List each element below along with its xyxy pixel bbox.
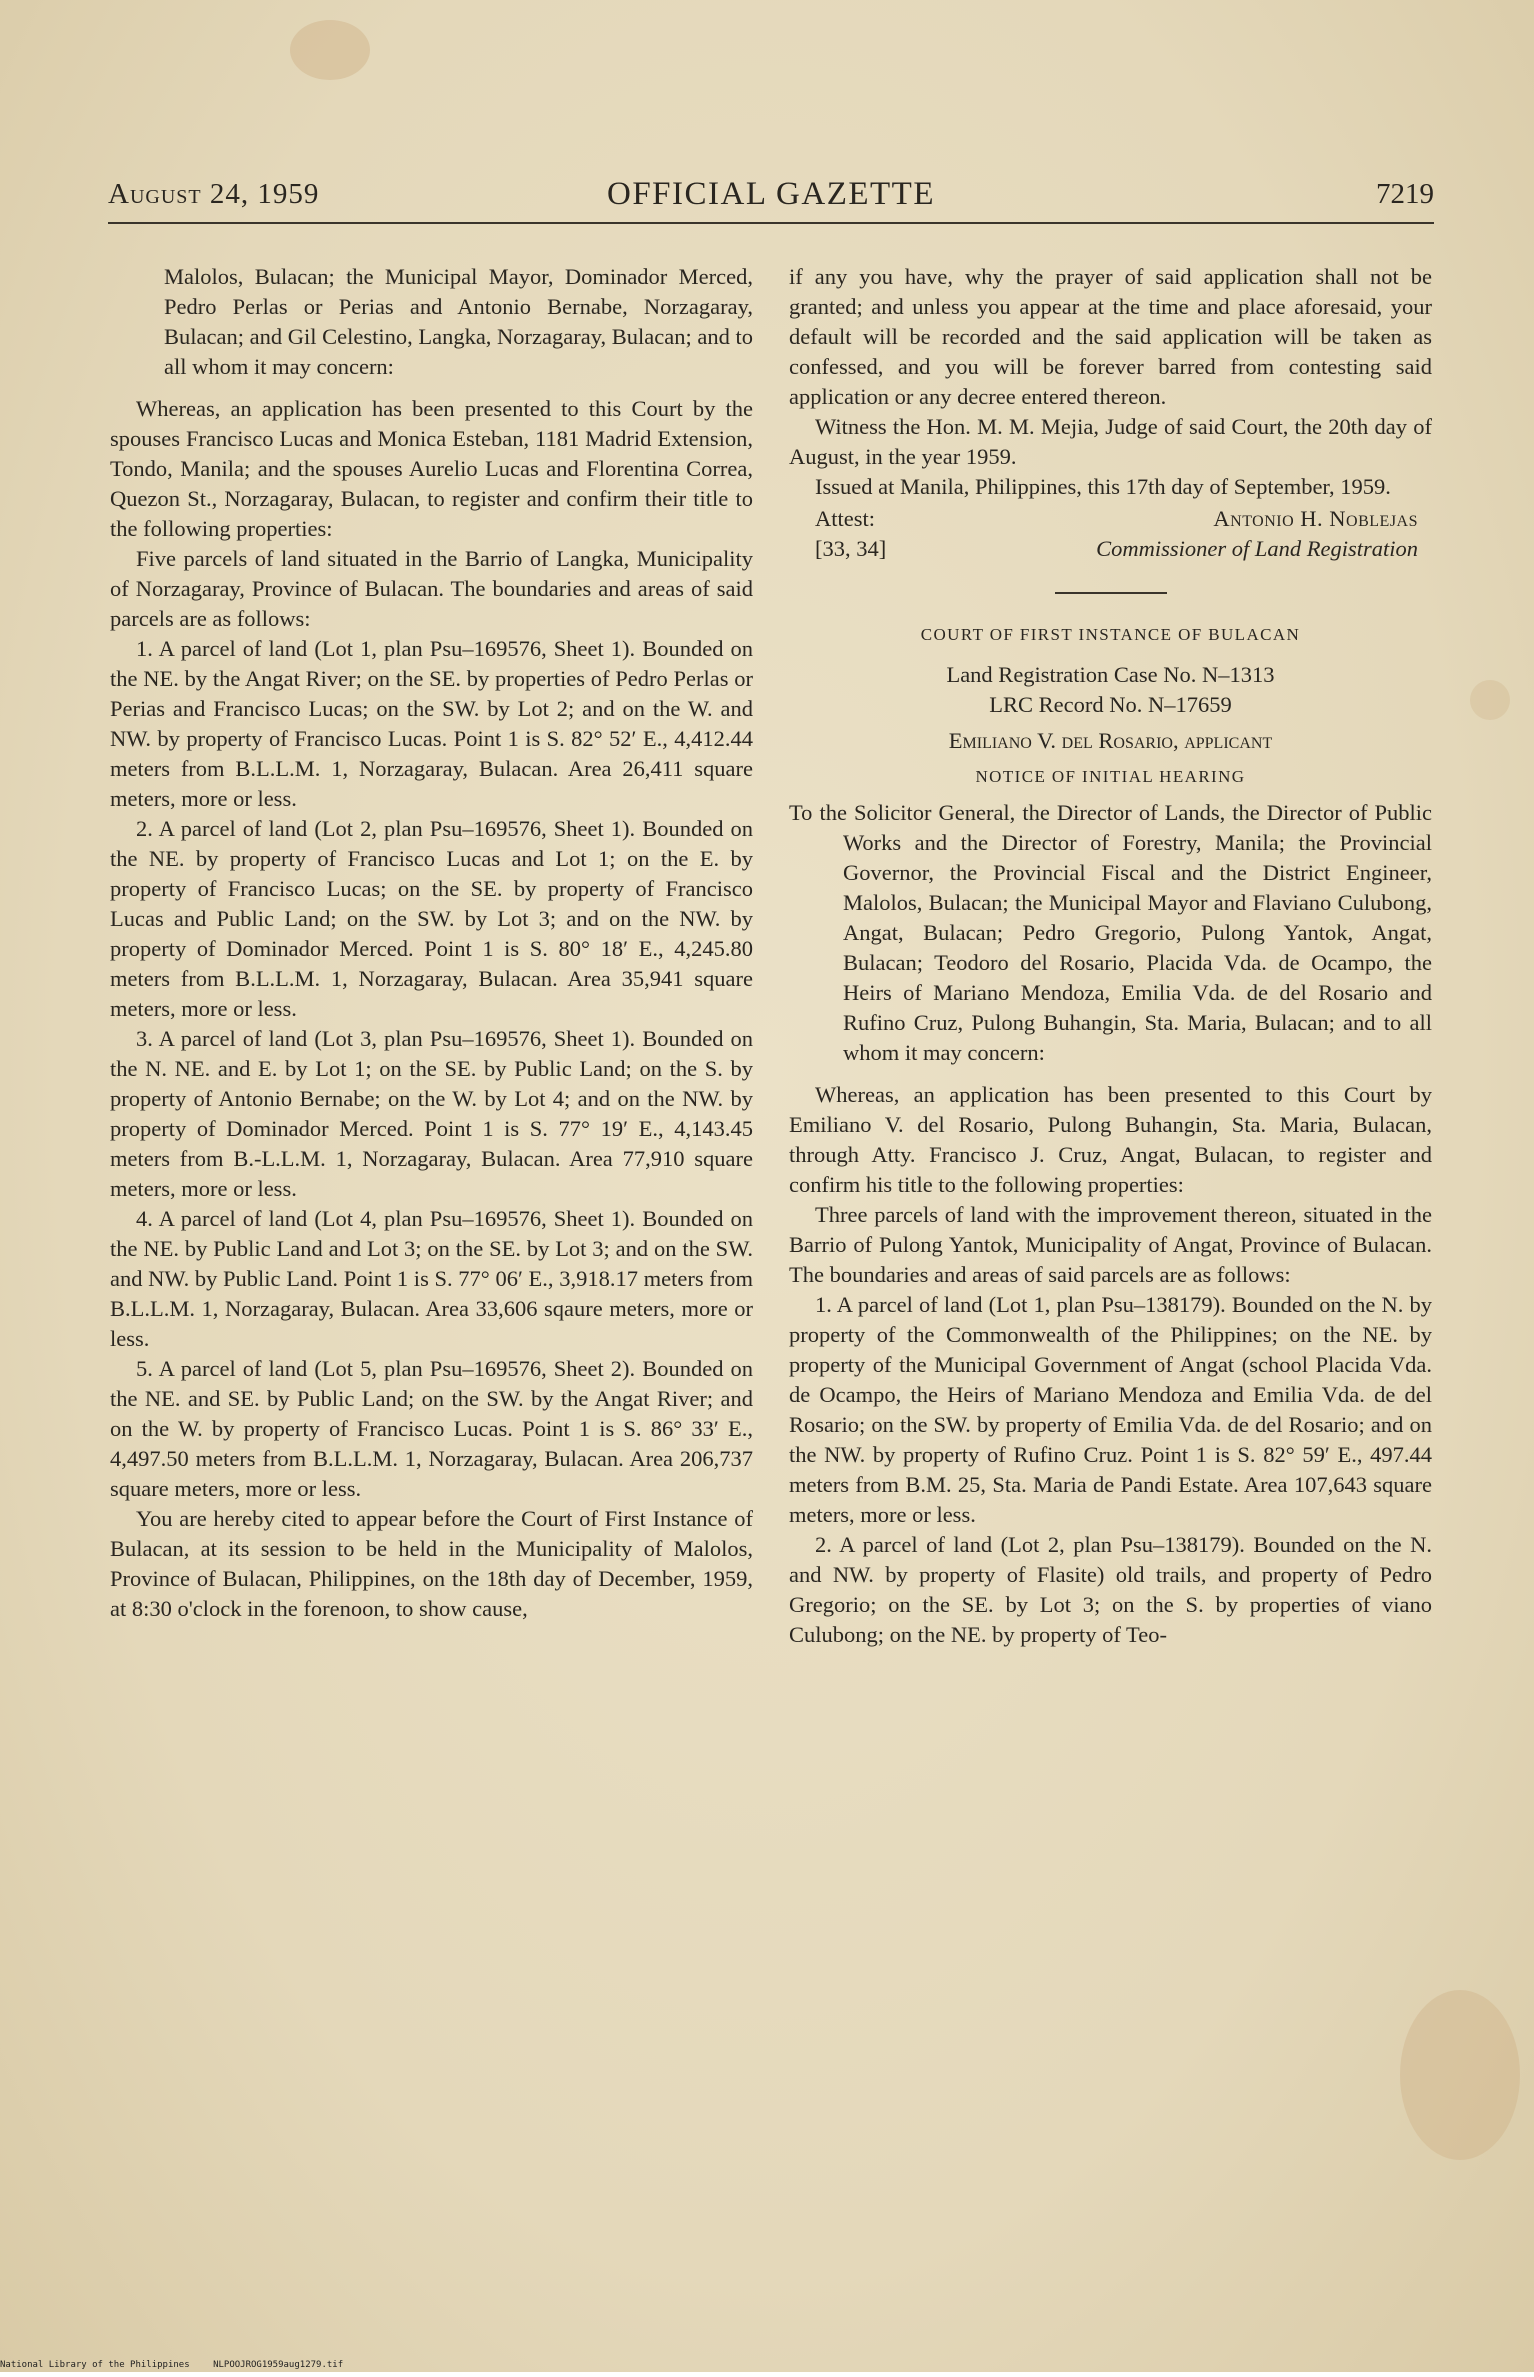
issued-paragraph: Issued at Manila, Philippines, this 17th day of September, 1959. (815, 474, 1391, 499)
page-header (108, 172, 1434, 224)
applicant-line: Emiliano V. del Rosario, applicant (948, 728, 1273, 753)
paper-stain (1470, 680, 1510, 720)
citation-paragraph: You are hereby cited to appear before the Court of First Instance of Bulacan, at its session to be held in the Municipality of Malolos, Province of Bulacan, Philippines, on the 18th day of December, 1959, at 8:30 o'clock in the forenoon, to show cause, (110, 1506, 753, 1621)
attest-label: Attest: (815, 506, 875, 531)
parcel-1: 1. A parcel of land (Lot 1, plan Psu–169576, Sheet 1). Bounded on the NE. by the Angat River; on the SE. by properties of Pedro Perlas or Perias and Francisco Lucas; on the SW. by Lot 2; and on the W. and NW. by property of Francisco Lucas. Point 1 is S. 82° 52′ E., 4,412.44 meters from B.L.L.M. 1, Norzagaray, Bulacan. Area 26,411 square meters, more or less. (110, 636, 753, 811)
header-page-number: 7219 (1376, 178, 1434, 210)
header-title: OFFICIAL GAZETTE (607, 176, 935, 212)
scan-footer (0, 2360, 361, 2370)
parcels-intro-2: Three parcels of land with the improvement thereon, situated in the Barrio of Pulong Yantok, Municipality of Angat, Province of Bulacan. The boundaries and areas of said parcels are as follows: (789, 1202, 1432, 1287)
parcel-3: 3. A parcel of land (Lot 3, plan Psu–169576, Sheet 1). Bounded on the N. NE. and E. by Lot 1; on the SE. by Public Land; on the S. by property of Antonio Bernabe; on the W. by Lot 4; and on the NW. by property of Dominador Merced. Point 1 is S. 77° 19′ E., 4,143.45 meters from B.-L.L.M. 1, Norzagaray, Bulacan. Area 77,910 square meters, more or less. (110, 1026, 753, 1201)
whereas-paragraph: Whereas, an application has been presented to this Court by the spouses Francisco Lucas and Monica Esteban, 1181 Madrid Extension, Tondo, Manila; and the spouses Aurelio Lucas and Florentina Correa, Quezon St., Norzagaray, Bulacan, to register and confirm their title to the following properties: (110, 396, 753, 541)
court-heading: COURT OF FIRST INSTANCE OF BULACAN (920, 625, 1301, 644)
parcels-intro: Five parcels of land situated in the Barrio of Langka, Municipality of Norzagaray, Province of Bulacan. The boundaries and areas of said parcels are as follows: (110, 546, 753, 631)
footer-library: National Library of the Philippines (0, 2360, 190, 2370)
attest-name: Antonio H. Noblejas (1213, 506, 1418, 531)
parcel-4: 4. A parcel of land (Lot 4, plan Psu–169576, Sheet 1). Bounded on the NE. by Public Land and Lot 3; on the SE. by Lot 3; and on the SW. and NW. by Public Land. Point 1 is S. 77° 06′ E., 3,918.17 meters from B.L.L.M. 1, Norzagaray, Bulacan. Area 33,606 sqaure meters, more or less. (110, 1206, 753, 1351)
record-number: LRC Record No. N–17659 (989, 692, 1232, 717)
header-date: August 24, 1959 (108, 178, 320, 210)
scan-edge (0, 2372, 1534, 2377)
parcel-b2: 2. A parcel of land (Lot 2, plan Psu–138179). Bounded on the N. and NW. by property of Flasite) old trails, and property of Pedro Gregorio; on the SE. by Lot 3; on the S. by properties of viano Culubong; on the NE. by property of Teo- (789, 1532, 1432, 1647)
left-column (110, 262, 753, 1624)
case-number: Land Registration Case No. N–1313 (946, 662, 1275, 687)
citation-continuation: if any you have, why the prayer of said application shall not be granted; and unless you appear at the time and place aforesaid, your default will be recorded and the said application will be taken as confessed, and you will be forever barred from contesting said application or any decree entered thereon. (789, 264, 1432, 409)
attest-title: Commissioner of Land Registration (1096, 536, 1418, 561)
attestation (789, 504, 1432, 564)
footer-file: NLPOOJROG1959aug1279.tif (213, 2360, 344, 2370)
section-divider (1055, 592, 1167, 594)
notice-heading: NOTICE OF INITIAL HEARING (975, 767, 1246, 786)
addressees-paragraph: To the Solicitor General, the Director of Lands, the Director of Public Works and the Director of Forestry, Manila; the Provincial Governor, the Provincial Fiscal and the District Engineer, Malolos, Bulacan; the Municipal Mayor and Flaviano Culubong, Angat, Bulacan; Pedro Gregorio, Pulong Yantok, Angat, Bulacan; Teodoro del Rosario, Placida Vda. de Ocampo, the Heirs of Mariano Mendoza, Emilia Vda. de del Rosario and Rufino Cruz, Pulong Buhangin, Sta. Maria, Bulacan; and to all whom it may concern: (789, 800, 1432, 1065)
witness-paragraph: Witness the Hon. M. M. Mejia, Judge of said Court, the 20th day of August, in the year 1959. (789, 414, 1432, 469)
paper-stain (290, 20, 370, 80)
attest-ref: [33, 34] (815, 536, 887, 561)
paper-stain (1400, 1990, 1520, 2160)
addressee-continuation: Malolos, Bulacan; the Municipal Mayor, Dominador Merced, Pedro Perlas or Perias and Antonio Bernabe, Norzagaray, Bulacan; and Gil Celestino, Langka, Norzagaray, Bulacan; and to all whom it may concern: (164, 264, 753, 379)
whereas-paragraph-2: Whereas, an application has been presented to this Court by Emiliano V. del Rosario, Pulong Buhangin, Sta. Maria, Bulacan, through Atty. Francisco J. Cruz, Angat, Bulacan, to register and confirm his title to the following properties: (789, 1082, 1432, 1197)
right-column (789, 262, 1432, 1650)
parcel-b1: 1. A parcel of land (Lot 1, plan Psu–138179). Bounded on the N. by property of the Commonwealth of the Philippines; on the NE. by property of the Municipal Government of Angat (school Placida Vda. de Ocampo, the Heirs of Mariano Mendoza and Emilia Vda. de del Rosario; on the SW. by property of Emilia Vda. de del Rosario; and on the NW. by property of Rufino Cruz. Point 1 is S. 82° 59′ E., 497.44 meters from B.M. 25, Sta. Maria de Pandi Estate. Area 107,643 square meters, more or less. (789, 1292, 1432, 1527)
parcel-2: 2. A parcel of land (Lot 2, plan Psu–169576, Sheet 1). Bounded on the NE. by property of Francisco Lucas and Lot 1; on the E. by property of Francisco Lucas; on the SE. by property of Francisco Lucas and Public Land; on the SW. by Lot 3; and on the NW. by property of Dominador Merced. Point 1 is S. 80° 18′ E., 4,245.80 meters from B.L.L.M. 1, Norzagaray, Bulacan. Area 35,941 square meters, more or less. (110, 816, 753, 1021)
parcel-5: 5. A parcel of land (Lot 5, plan Psu–169576, Sheet 2). Bounded on the NE. and SE. by Public Land; on the SW. by the Angat River; and on the W. by property of Francisco Lucas. Point 1 is S. 86° 33′ E., 4,497.50 meters from B.L.L.M. 1, Norzagaray, Bulacan. Area 206,737 square meters, more or less. (110, 1356, 753, 1501)
